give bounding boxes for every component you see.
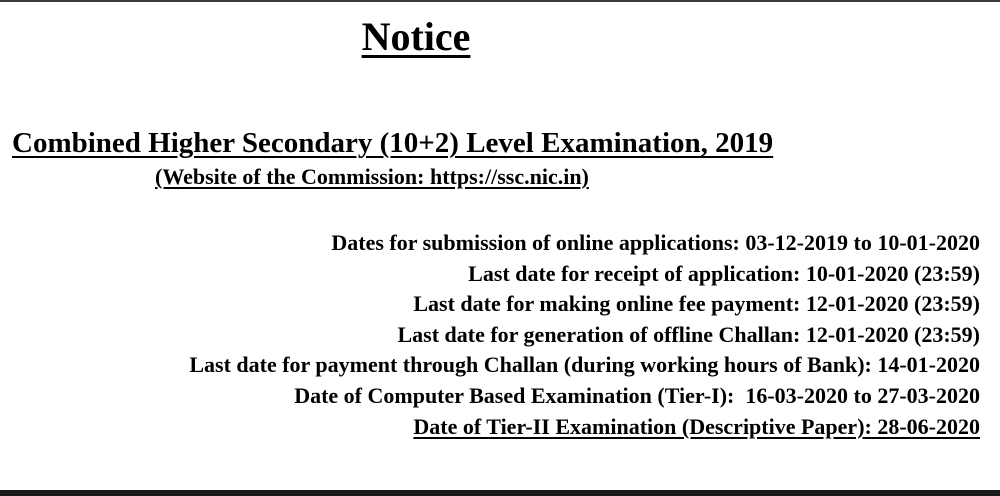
commission-website: (Website of the Commission: https://ssc.nic.in): [155, 164, 589, 189]
date-item-computer-based-exam: [5, 381, 980, 412]
date-item-receipt-of-application: [5, 259, 980, 290]
notice-heading: Notice: [361, 14, 471, 59]
date-item-text: Date of Tier-II Examination (Descriptive Paper): 28-06-2020: [413, 413, 980, 439]
date-item-online-applications: [5, 228, 980, 259]
top-border-divider: [0, 0, 1000, 2]
date-item-challan-payment: [5, 350, 980, 381]
date-item-text: Last date for payment through Challan (during working hours of Bank): 14-01-2020: [189, 352, 980, 378]
date-item-text: Last date for receipt of application: 10-01-2020 (23:59): [468, 260, 980, 286]
date-item-text: Dates for submission of online applications: 03-12-2019 to 10-01-2020: [331, 230, 980, 255]
date-item-text: Last date for making online fee payment: 12-01-2020 (23:59): [413, 291, 980, 317]
exam-title: Combined Higher Secondary (10+2) Level Examination, 2019: [12, 127, 774, 159]
date-item-online-fee-payment: [5, 289, 980, 320]
important-dates-list: [5, 228, 980, 442]
date-item-text: Last date for generation of offline Challan: 12-01-2020 (23:59): [397, 321, 980, 347]
date-item-tier-ii-exam: [5, 412, 980, 443]
date-item-offline-challan-generation: [5, 320, 980, 351]
date-item-text: Date of Computer Based Examination (Tier-I): 16-03-2020 to 27-03-2020: [294, 382, 980, 408]
bottom-border-divider: [0, 490, 1000, 496]
